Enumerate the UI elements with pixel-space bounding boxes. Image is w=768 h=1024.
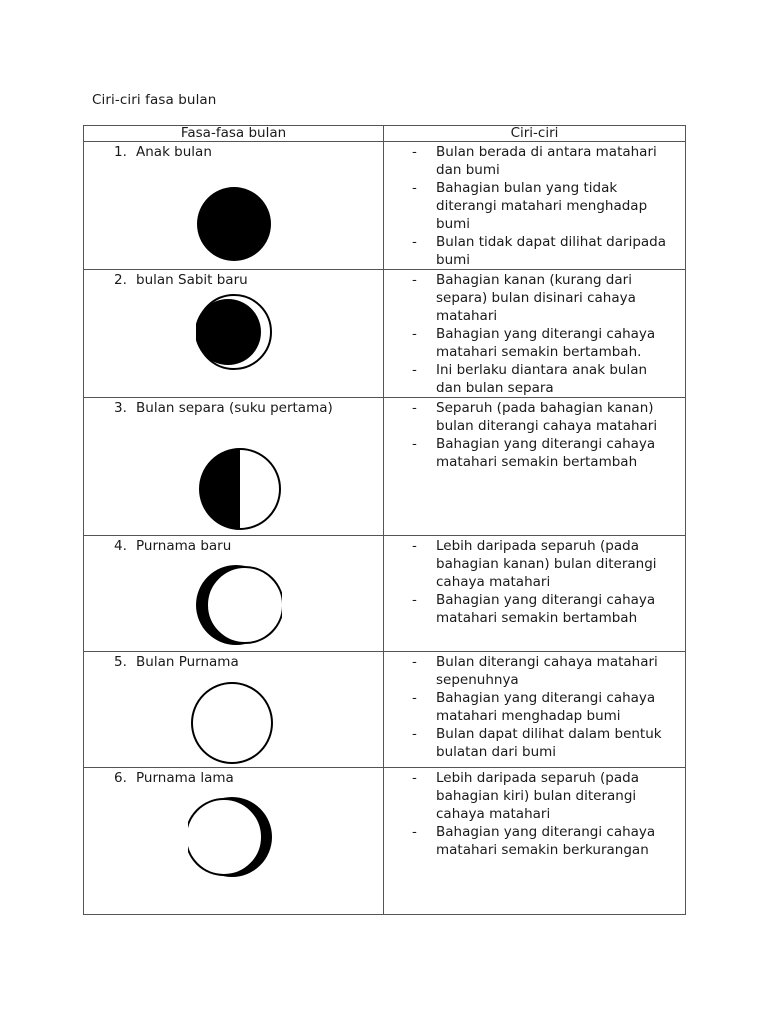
- full-moon-icon: [188, 680, 278, 766]
- phase-cell: [84, 142, 384, 270]
- document-title: Ciri-ciri fasa bulan: [92, 92, 217, 108]
- characteristics-list: [384, 536, 685, 627]
- list-item: - Bahagian bulan yang tidak diterangi matahari menghadap bumi: [412, 180, 648, 232]
- table-header-row: [84, 126, 686, 142]
- phase-cell: [84, 768, 384, 915]
- phase-name: 1. Anak bulan: [114, 144, 212, 160]
- characteristics-cell: [384, 768, 686, 915]
- list-item: - Separuh (pada bahagian kanan) bulan diterangi cahaya matahari: [412, 400, 658, 434]
- waxing-gibbous-icon: [192, 562, 282, 648]
- list-item: - Bahagian yang diterangi cahaya matahari semakin berkurangan: [412, 824, 656, 858]
- characteristics-list: [384, 142, 685, 269]
- list-item: - Lebih daripada separuh (pada bahagian kanan) bulan diterangi cahaya matahari: [412, 538, 657, 590]
- characteristics-list: [384, 652, 685, 761]
- table-row: [84, 652, 686, 768]
- column-header-phases: Fasa-fasa bulan: [84, 126, 384, 142]
- table-row: [84, 398, 686, 536]
- table-row: [84, 270, 686, 398]
- characteristics-list: [384, 768, 685, 859]
- characteristics-cell: [384, 270, 686, 398]
- phase-name: 2. bulan Sabit baru: [114, 272, 248, 288]
- first-quarter-icon: [196, 446, 286, 532]
- list-item: - Bahagian yang diterangi cahaya matahari semakin bertambah: [412, 436, 656, 470]
- phase-name: 6. Purnama lama: [114, 770, 234, 786]
- characteristics-list: [384, 270, 685, 397]
- list-item: - Bahagian yang diterangi cahaya matahari semakin bertambah: [412, 592, 656, 626]
- phase-name: 5. Bulan Purnama: [114, 654, 239, 670]
- list-item: - Bulan tidak dapat dilihat daripada bumi: [412, 234, 667, 268]
- characteristics-cell: [384, 398, 686, 536]
- moon-phase-table: [83, 125, 686, 915]
- phase-cell: [84, 398, 384, 536]
- characteristics-cell: [384, 652, 686, 768]
- column-header-characteristics: Ciri-ciri: [384, 126, 686, 142]
- phase-name: 4. Purnama baru: [114, 538, 232, 554]
- waxing-crescent-icon: [196, 294, 276, 374]
- phase-cell: [84, 536, 384, 652]
- phase-cell: [84, 652, 384, 768]
- waning-gibbous-icon: [188, 794, 278, 880]
- list-item: - Bahagian yang diterangi cahaya matahari semakin bertambah.: [412, 326, 656, 360]
- phase-cell: [84, 270, 384, 398]
- list-item: - Lebih daripada separuh (pada bahagian kiri) bulan diterangi cahaya matahari: [412, 770, 639, 822]
- table-row: [84, 142, 686, 270]
- list-item: - Bulan diterangi cahaya matahari sepenuhnya: [412, 654, 658, 688]
- table-row: [84, 768, 686, 915]
- characteristics-cell: [384, 142, 686, 270]
- list-item: - Ini berlaku diantara anak bulan dan bulan separa: [412, 362, 648, 396]
- list-item: - Bahagian yang diterangi cahaya matahari menghadap bumi: [412, 690, 656, 724]
- phase-name: 3. Bulan separa (suku pertama): [114, 400, 333, 416]
- characteristics-list: [384, 398, 685, 471]
- table-row: [84, 536, 686, 652]
- list-item: - Bahagian kanan (kurang dari separa) bulan disinari cahaya matahari: [412, 272, 636, 324]
- list-item: - Bulan berada di antara matahari dan bumi: [412, 144, 657, 178]
- list-item: - Bulan dapat dilihat dalam bentuk bulatan dari bumi: [412, 726, 662, 760]
- characteristics-cell: [384, 536, 686, 652]
- new-moon-icon: [196, 186, 276, 266]
